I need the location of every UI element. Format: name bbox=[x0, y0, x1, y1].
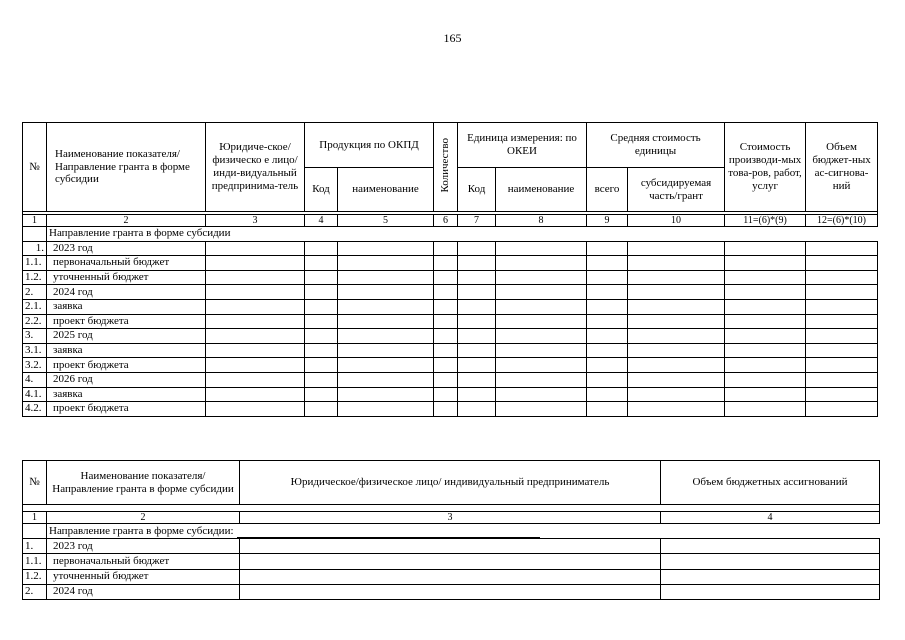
row-number: 2. bbox=[23, 584, 47, 599]
data-cell[interactable] bbox=[725, 241, 806, 256]
row-number: 2. bbox=[23, 285, 47, 300]
data-cell[interactable] bbox=[628, 387, 725, 402]
data-cell[interactable] bbox=[661, 539, 880, 554]
data-cell[interactable] bbox=[206, 299, 305, 314]
data-cell[interactable] bbox=[206, 241, 305, 256]
data-cell[interactable] bbox=[628, 256, 725, 271]
data-cell[interactable] bbox=[434, 270, 458, 285]
data-cell[interactable] bbox=[628, 372, 725, 387]
data-cell[interactable] bbox=[434, 387, 458, 402]
data-cell[interactable] bbox=[628, 241, 725, 256]
header-no: № bbox=[23, 123, 47, 212]
data-cell[interactable] bbox=[806, 372, 878, 387]
table-row bbox=[23, 584, 880, 599]
header-indicator: Наименование показателя/ Направление гранта в форме субсидии bbox=[47, 461, 240, 505]
data-cell[interactable] bbox=[496, 358, 587, 373]
data-cell[interactable] bbox=[206, 256, 305, 271]
data-cell[interactable] bbox=[806, 358, 878, 373]
col-number: 12=(6)*(10) bbox=[806, 215, 878, 227]
row-label: уточненный бюджет bbox=[47, 569, 240, 584]
data-cell[interactable] bbox=[806, 314, 878, 329]
data-cell[interactable] bbox=[305, 372, 338, 387]
data-cell[interactable] bbox=[338, 314, 434, 329]
data-cell[interactable] bbox=[305, 285, 338, 300]
data-cell[interactable] bbox=[806, 256, 878, 271]
section-title: Направление гранта в форме субсидии bbox=[47, 227, 878, 242]
data-cell[interactable] bbox=[725, 372, 806, 387]
data-cell[interactable] bbox=[496, 270, 587, 285]
header-gap bbox=[23, 505, 880, 512]
data-cell[interactable] bbox=[206, 402, 305, 417]
data-cell[interactable] bbox=[338, 358, 434, 373]
data-cell[interactable] bbox=[305, 343, 338, 358]
data-cell[interactable] bbox=[496, 299, 587, 314]
data-cell[interactable] bbox=[587, 387, 628, 402]
data-cell[interactable] bbox=[305, 402, 338, 417]
header-okei-name: наименование bbox=[496, 168, 587, 212]
data-cell[interactable] bbox=[628, 358, 725, 373]
data-cell[interactable] bbox=[338, 256, 434, 271]
data-cell[interactable] bbox=[725, 314, 806, 329]
col-number: 1 bbox=[23, 512, 47, 524]
data-cell[interactable] bbox=[206, 285, 305, 300]
data-cell[interactable] bbox=[305, 314, 338, 329]
data-cell[interactable] bbox=[338, 372, 434, 387]
data-cell[interactable] bbox=[305, 299, 338, 314]
data-cell[interactable] bbox=[206, 387, 305, 402]
data-cell[interactable] bbox=[338, 285, 434, 300]
row-label: 2026 год bbox=[47, 372, 206, 387]
data-cell[interactable] bbox=[587, 299, 628, 314]
header-avg-total: всего bbox=[587, 168, 628, 212]
row-label: проект бюджета bbox=[47, 402, 206, 417]
data-cell[interactable] bbox=[661, 569, 880, 584]
data-cell[interactable] bbox=[206, 372, 305, 387]
row-label: 2024 год bbox=[47, 584, 240, 599]
row-number: 2.2. bbox=[23, 314, 47, 329]
data-cell[interactable] bbox=[806, 343, 878, 358]
row-label: заявка bbox=[47, 299, 206, 314]
data-cell[interactable] bbox=[434, 372, 458, 387]
data-cell[interactable] bbox=[458, 343, 496, 358]
data-cell[interactable] bbox=[806, 299, 878, 314]
data-cell[interactable] bbox=[587, 241, 628, 256]
data-cell[interactable] bbox=[434, 358, 458, 373]
data-cell[interactable] bbox=[305, 241, 338, 256]
data-cell[interactable] bbox=[458, 299, 496, 314]
col-number: 7 bbox=[458, 215, 496, 227]
section-no bbox=[23, 227, 47, 242]
header-entity: Юридиче-ское/физическо е лицо/ инди-видуальный предпринима-тель bbox=[206, 123, 305, 212]
row-label: 2023 год bbox=[47, 539, 240, 554]
header-indicator: Наименование показателя/ Направление гранта в форме субсидии bbox=[47, 123, 206, 212]
header-cost: Стоимость производи-мых това-ров, работ, услуг bbox=[725, 123, 806, 212]
data-cell[interactable] bbox=[434, 343, 458, 358]
data-cell[interactable] bbox=[458, 285, 496, 300]
data-cell[interactable] bbox=[434, 314, 458, 329]
table-row bbox=[23, 387, 878, 402]
data-cell[interactable] bbox=[628, 285, 725, 300]
data-cell[interactable] bbox=[496, 241, 587, 256]
page-number: 165 bbox=[443, 31, 462, 45]
col-number: 2 bbox=[47, 215, 206, 227]
fill-in-blank[interactable] bbox=[237, 526, 540, 538]
row-number: 4.2. bbox=[23, 402, 47, 417]
data-cell[interactable] bbox=[725, 270, 806, 285]
data-cell[interactable] bbox=[458, 329, 496, 344]
row-label: заявка bbox=[47, 343, 206, 358]
header-budget: Объем бюджетных ассигнований bbox=[661, 461, 880, 505]
data-cell[interactable] bbox=[628, 314, 725, 329]
data-cell[interactable] bbox=[338, 402, 434, 417]
data-cell[interactable] bbox=[458, 358, 496, 373]
data-cell[interactable] bbox=[240, 584, 661, 599]
col-number: 5 bbox=[338, 215, 434, 227]
data-cell[interactable] bbox=[725, 299, 806, 314]
data-cell[interactable] bbox=[496, 372, 587, 387]
table-row bbox=[23, 241, 878, 256]
data-cell[interactable] bbox=[496, 329, 587, 344]
section-title: Направление гранта в форме субсидии: bbox=[49, 524, 234, 537]
col-number: 9 bbox=[587, 215, 628, 227]
header-budget: Объем бюджет-ных ас-сигнова-ний bbox=[806, 123, 878, 212]
header-avg-cost: Средняя стоимость единицы bbox=[587, 123, 725, 168]
table-row bbox=[23, 314, 878, 329]
data-cell[interactable] bbox=[338, 270, 434, 285]
col-number: 2 bbox=[47, 512, 240, 524]
table-row bbox=[23, 358, 878, 373]
data-cell[interactable] bbox=[434, 329, 458, 344]
section-title-cell bbox=[47, 524, 880, 539]
data-cell[interactable] bbox=[587, 358, 628, 373]
col-number: 11=(6)*(9) bbox=[725, 215, 806, 227]
data-cell[interactable] bbox=[496, 402, 587, 417]
data-cell[interactable] bbox=[628, 270, 725, 285]
row-number: 1. bbox=[23, 539, 47, 554]
row-number: 2.1. bbox=[23, 299, 47, 314]
data-cell[interactable] bbox=[725, 343, 806, 358]
data-cell[interactable] bbox=[587, 329, 628, 344]
data-cell[interactable] bbox=[305, 387, 338, 402]
row-label: первоначальный бюджет bbox=[47, 554, 240, 569]
header-okpd-code: Код bbox=[305, 168, 338, 212]
data-cell[interactable] bbox=[338, 299, 434, 314]
data-cell[interactable] bbox=[806, 402, 878, 417]
data-cell[interactable] bbox=[628, 343, 725, 358]
data-cell[interactable] bbox=[434, 256, 458, 271]
header-entity: Юридическое/физическое лицо/ индивидуальный предприниматель bbox=[240, 461, 661, 505]
data-cell[interactable] bbox=[587, 402, 628, 417]
data-cell[interactable] bbox=[240, 539, 661, 554]
data-cell[interactable] bbox=[496, 285, 587, 300]
data-cell[interactable] bbox=[458, 256, 496, 271]
row-label: 2025 год bbox=[47, 329, 206, 344]
row-number: 1.1. bbox=[23, 554, 47, 569]
table-row bbox=[23, 554, 880, 569]
data-cell[interactable] bbox=[661, 584, 880, 599]
data-cell[interactable] bbox=[587, 314, 628, 329]
col-number: 4 bbox=[661, 512, 880, 524]
data-cell[interactable] bbox=[206, 343, 305, 358]
data-cell[interactable] bbox=[806, 329, 878, 344]
row-number: 3.1. bbox=[23, 343, 47, 358]
row-label: уточненный бюджет bbox=[47, 270, 206, 285]
data-cell[interactable] bbox=[458, 402, 496, 417]
data-cell[interactable] bbox=[240, 554, 661, 569]
header-quantity: Количество bbox=[434, 123, 458, 212]
data-cell[interactable] bbox=[434, 285, 458, 300]
data-cell[interactable] bbox=[587, 256, 628, 271]
data-cell[interactable] bbox=[305, 329, 338, 344]
data-cell[interactable] bbox=[725, 285, 806, 300]
row-number: 3. bbox=[23, 329, 47, 344]
data-cell[interactable] bbox=[240, 569, 661, 584]
data-cell[interactable] bbox=[458, 241, 496, 256]
table-row bbox=[23, 256, 878, 271]
data-cell[interactable] bbox=[338, 329, 434, 344]
col-number: 10 bbox=[628, 215, 725, 227]
row-label: заявка bbox=[47, 387, 206, 402]
data-cell[interactable] bbox=[458, 270, 496, 285]
data-cell[interactable] bbox=[458, 314, 496, 329]
table-row bbox=[23, 329, 878, 344]
data-cell[interactable] bbox=[725, 329, 806, 344]
data-cell[interactable] bbox=[806, 270, 878, 285]
data-cell[interactable] bbox=[806, 387, 878, 402]
data-cell[interactable] bbox=[628, 402, 725, 417]
table-row bbox=[23, 569, 880, 584]
row-number: 1. bbox=[23, 241, 47, 256]
data-cell[interactable] bbox=[338, 343, 434, 358]
header-no: № bbox=[23, 461, 47, 505]
data-cell[interactable] bbox=[305, 270, 338, 285]
header-okei: Единица измерения: по ОКЕИ bbox=[458, 123, 587, 168]
section-no bbox=[23, 524, 47, 539]
row-label: 2023 год bbox=[47, 241, 206, 256]
table-row bbox=[23, 270, 878, 285]
data-cell[interactable] bbox=[496, 256, 587, 271]
grant-summary-table bbox=[22, 460, 880, 600]
row-number: 1.2. bbox=[23, 569, 47, 584]
data-cell[interactable] bbox=[458, 372, 496, 387]
table-row bbox=[23, 343, 878, 358]
col-number: 1 bbox=[23, 215, 47, 227]
data-cell[interactable] bbox=[434, 402, 458, 417]
data-cell[interactable] bbox=[628, 329, 725, 344]
data-cell[interactable] bbox=[587, 372, 628, 387]
grant-detail-table bbox=[22, 122, 878, 417]
data-cell[interactable] bbox=[434, 299, 458, 314]
data-cell[interactable] bbox=[725, 256, 806, 271]
col-number: 3 bbox=[206, 215, 305, 227]
row-label: первоначальный бюджет bbox=[47, 256, 206, 271]
row-label: проект бюджета bbox=[47, 358, 206, 373]
table-row bbox=[23, 402, 878, 417]
row-number: 1.1. bbox=[23, 256, 47, 271]
header-avg-subsidy: субсидируемая часть/грант bbox=[628, 168, 725, 212]
data-cell[interactable] bbox=[661, 554, 880, 569]
data-cell[interactable] bbox=[806, 241, 878, 256]
col-number: 4 bbox=[305, 215, 338, 227]
data-cell[interactable] bbox=[496, 314, 587, 329]
data-cell[interactable] bbox=[587, 285, 628, 300]
table-row bbox=[23, 285, 878, 300]
data-cell[interactable] bbox=[496, 387, 587, 402]
data-cell[interactable] bbox=[806, 285, 878, 300]
data-cell[interactable] bbox=[587, 343, 628, 358]
data-cell[interactable] bbox=[587, 270, 628, 285]
data-cell[interactable] bbox=[305, 358, 338, 373]
data-cell[interactable] bbox=[206, 358, 305, 373]
data-cell[interactable] bbox=[458, 387, 496, 402]
table-row bbox=[23, 299, 878, 314]
header-okpd: Продукция по ОКПД bbox=[305, 123, 434, 168]
header-okpd-name: наименование bbox=[338, 168, 434, 212]
col-number: 8 bbox=[496, 215, 587, 227]
data-cell[interactable] bbox=[206, 329, 305, 344]
table-row bbox=[23, 372, 878, 387]
col-number: 6 bbox=[434, 215, 458, 227]
data-cell[interactable] bbox=[338, 241, 434, 256]
row-label: 2024 год bbox=[47, 285, 206, 300]
row-number: 1.2. bbox=[23, 270, 47, 285]
row-number: 4.1. bbox=[23, 387, 47, 402]
data-cell[interactable] bbox=[496, 343, 587, 358]
header-okei-code: Код bbox=[458, 168, 496, 212]
row-label: проект бюджета bbox=[47, 314, 206, 329]
data-cell[interactable] bbox=[206, 314, 305, 329]
data-cell[interactable] bbox=[338, 387, 434, 402]
data-cell[interactable] bbox=[725, 387, 806, 402]
data-cell[interactable] bbox=[725, 402, 806, 417]
data-cell[interactable] bbox=[434, 241, 458, 256]
table-row bbox=[23, 539, 880, 554]
data-cell[interactable] bbox=[628, 299, 725, 314]
data-cell[interactable] bbox=[206, 270, 305, 285]
row-number: 4. bbox=[23, 372, 47, 387]
data-cell[interactable] bbox=[725, 358, 806, 373]
row-number: 3.2. bbox=[23, 358, 47, 373]
col-number: 3 bbox=[240, 512, 661, 524]
data-cell[interactable] bbox=[305, 256, 338, 271]
